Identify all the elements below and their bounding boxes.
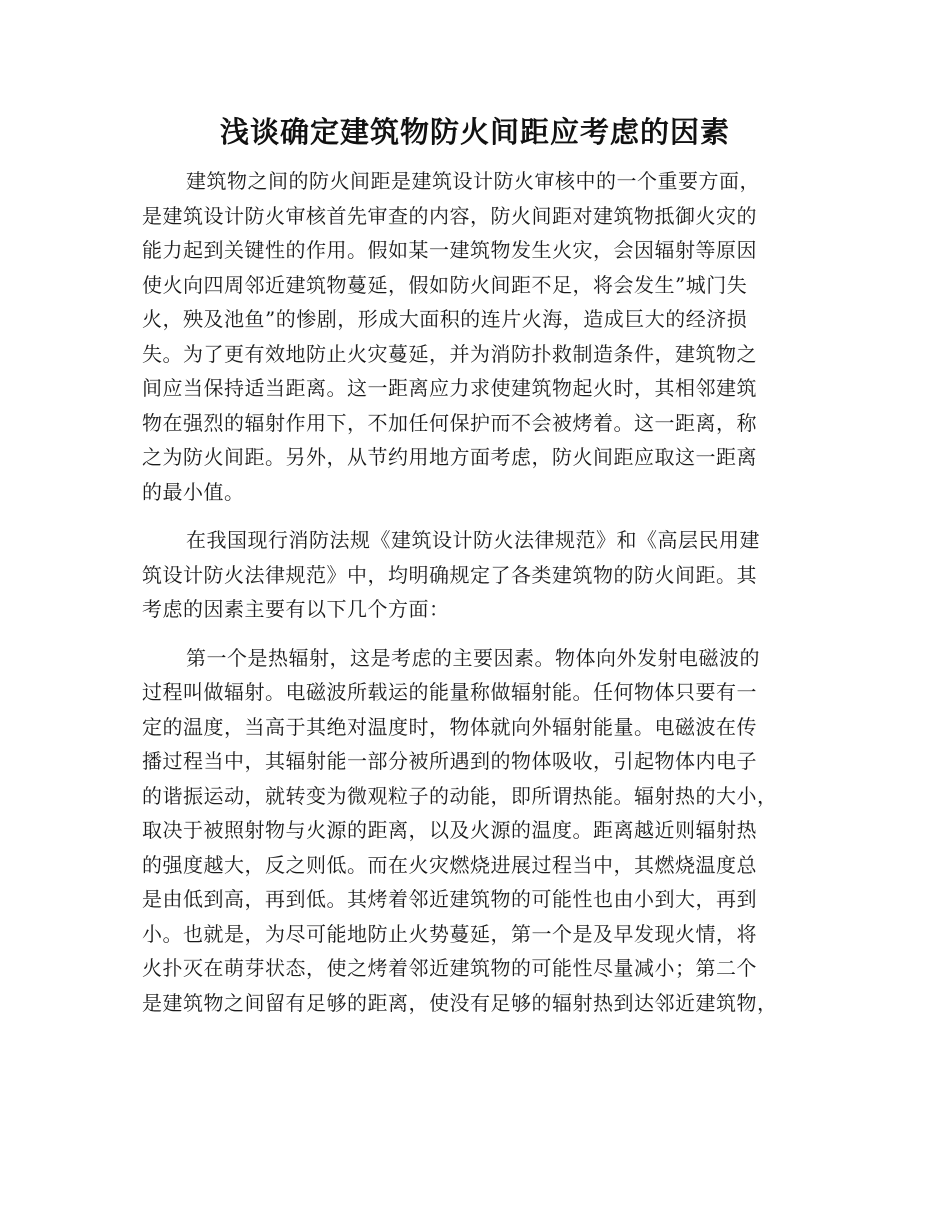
text-line: 物在强烈的辐射作用下，不加任何保护而不会被烤着。这一距离，称 — [142, 410, 757, 435]
paragraph-spacer — [142, 627, 802, 641]
text-line: 的强度越大，反之则低。而在火灾燃烧进展过程当中，其燃烧温度总 — [142, 852, 757, 877]
text-line: 失。为了更有效地防止火灾蔓延，并为消防扑救制造条件，建筑物之 — [142, 341, 757, 366]
text-line: 定的温度，当高于其绝对温度时，物体就向外辐射能量。电磁波在传 — [142, 714, 757, 739]
text-line: 筑设计防火法律规范》中，均明确规定了各类建筑物的防火间距。其 — [142, 562, 757, 587]
paragraph-1 — [142, 164, 802, 509]
text-line: 在我国现行消防法规《建筑设计防火法律规范》和《高层民用建 — [186, 528, 760, 552]
text-line: 是建筑物之间留有足够的距离，使没有足够的辐射热到达邻近建筑物， — [142, 990, 778, 1015]
paragraph-2 — [142, 523, 802, 627]
text-line: 过程叫做辐射。电磁波所载运的能量称做辐射能。任何物体只要有一 — [142, 680, 757, 704]
text-line: 能力起到关键性的作用。假如某一建筑物发生火灾，会因辐射等原因 — [142, 238, 757, 262]
text-line: 火，殃及池鱼”的惨剧，形成大面积的连片火海，造成巨大的经济损 — [142, 307, 748, 331]
document-body — [142, 164, 802, 1020]
text-line: 的谐振运动，就转变为微观粒子的动能，即所谓热能。辐射热的大小， — [142, 783, 778, 808]
text-line: 火扑灭在萌芽状态，使之烤着邻近建筑物的可能性尽量减小；第二个 — [142, 956, 757, 980]
text-line: 取决于被照射物与火源的距离，以及火源的温度。距离越近则辐射热 — [142, 818, 757, 842]
text-line: 播过程当中，其辐射能一部分被所遇到的物体吸收，引起物体内电子 — [142, 749, 757, 773]
text-line: 是建筑设计防火审核首先审查的内容，防火间距对建筑物抵御火灾的 — [142, 203, 757, 228]
paragraph-spacer — [142, 509, 802, 523]
text-line: 建筑物之间的防火间距是建筑设计防火审核中的一个重要方面， — [186, 169, 760, 193]
paragraph-3 — [142, 641, 802, 1021]
text-line: 第一个是热辐射，这是考虑的主要因素。物体向外发射电磁波的 — [186, 645, 760, 670]
text-line: 使火向四周邻近建筑物蔓延，假如防火间距不足，将会发生”城门失 — [142, 272, 748, 297]
document-title: 浅谈确定建筑物防火间距应考虑的因素 — [219, 115, 730, 149]
text-line: 考虑的因素主要有以下几个方面： — [142, 597, 450, 621]
text-line: 之为防火间距。另外，从节约用地方面考虑，防火间距应取这一距离 — [142, 445, 757, 469]
text-line: 的最小值。 — [142, 479, 245, 504]
text-line: 是由低到高，再到低。其烤着邻近建筑物的可能性也由小到大，再到 — [142, 887, 757, 911]
text-line: 小。也就是，为尽可能地防止火势蔓延，第一个是及早发现火情，将 — [142, 921, 757, 946]
text-line: 间应当保持适当距离。这一距离应力求使建筑物起火时，其相邻建筑 — [142, 376, 757, 400]
